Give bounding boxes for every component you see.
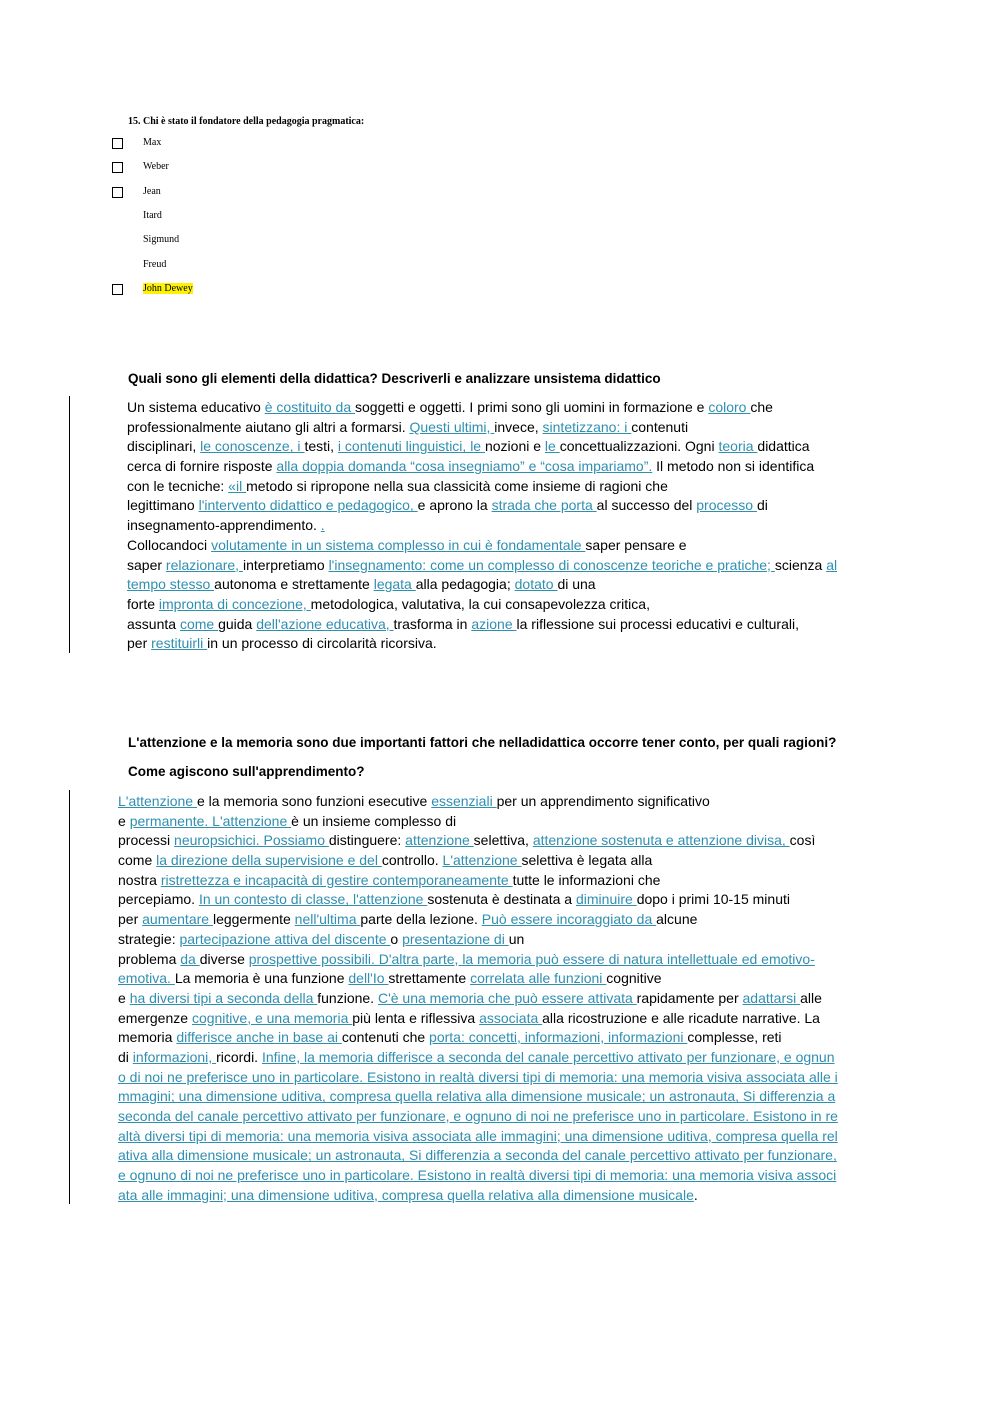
body-text: scienza	[774, 556, 827, 573]
body-text: contenuti che	[341, 1029, 430, 1046]
tracked-change-text: presentazione di	[402, 930, 509, 947]
tracked-change-text: L'attenzione	[118, 793, 197, 809]
body-text: saper	[127, 556, 166, 573]
body-text: insegnamento-apprendimento.	[127, 517, 321, 534]
body-text: Un sistema educativo	[127, 399, 265, 415]
text-line	[118, 1146, 838, 1166]
tracked-change-text: la direzione della supervisione e del	[156, 852, 382, 869]
tracked-change-text: da	[180, 950, 200, 967]
answer-option[interactable]	[112, 283, 412, 299]
answer-option[interactable]	[112, 161, 412, 177]
tracked-change-text: informazioni,	[132, 1048, 217, 1065]
body-text: alcune	[656, 911, 698, 928]
body-text: e aprono la	[417, 497, 492, 514]
tracked-change-text: al	[826, 556, 838, 573]
body-text: alla ricostruzione e alle ricadute narrative. La	[542, 1009, 820, 1026]
section1-body	[127, 398, 837, 654]
text-line	[127, 556, 837, 576]
answer-option	[112, 259, 412, 275]
body-text: controllo.	[381, 852, 443, 869]
text-line	[127, 634, 837, 654]
tracked-change-text: porta: concetti, informazioni, informazioni	[429, 1029, 688, 1046]
body-text: e	[118, 812, 130, 829]
body-text: diverse	[199, 950, 249, 967]
body-text: dopo i primi 10-15 minuti	[636, 891, 790, 908]
tracked-change-text: correlata alle funzioni	[470, 970, 607, 987]
checkbox[interactable]	[112, 187, 123, 198]
tracked-change-text: strada che porta	[491, 497, 597, 514]
text-line	[118, 989, 838, 1009]
body-text: contenuti	[631, 418, 689, 435]
text-line	[118, 1166, 838, 1186]
tracked-change-text: dotato	[514, 576, 558, 593]
text-line	[118, 950, 838, 970]
tracked-change-text: attenzione	[405, 832, 474, 849]
text-line	[118, 1107, 838, 1127]
body-text: legittimano	[127, 497, 199, 514]
text-line	[118, 969, 838, 989]
text-line	[127, 457, 837, 477]
text-line	[118, 1048, 838, 1068]
section2-body	[118, 792, 838, 1205]
body-text: soggetti e oggetti. I primi sono gli uomini in formazione e	[355, 399, 709, 415]
tracked-change-text: dell'azione educativa,	[256, 615, 394, 632]
body-text: cognitive	[606, 970, 662, 987]
tracked-change-text: l'intervento didattico e pedagogico,	[198, 497, 418, 514]
section2-subheading: Come agiscono sull'apprendimento?	[128, 764, 365, 779]
text-line	[118, 851, 838, 871]
tracked-change-text: aumentare	[142, 911, 213, 928]
tracked-change-text: volutamente in un sistema complesso in cui è fondamentale	[211, 536, 586, 553]
text-line	[118, 1028, 838, 1048]
body-text: rapidamente per	[636, 989, 743, 1006]
body-text: selettiva è legata alla	[521, 852, 653, 869]
tracked-change-text: adattarsi	[742, 989, 801, 1006]
body-text: autonoma e strettamente	[214, 576, 374, 593]
body-text: parte della lezione.	[360, 911, 482, 928]
tracked-change-text: le	[544, 438, 560, 455]
body-text: nostra	[118, 871, 161, 888]
tracked-change-text: emotiva.	[118, 970, 175, 987]
text-line	[118, 871, 838, 891]
body-text: strettamente	[388, 970, 471, 987]
answer-label-highlighted: John Dewey	[143, 283, 193, 294]
body-text: e la memoria sono funzioni esecutive	[196, 793, 432, 809]
tracked-change-text: essenziali	[431, 793, 497, 809]
tracked-change-text: cognitive, e una memoria	[191, 1009, 353, 1026]
tracked-change-text: è costituito da	[264, 399, 356, 415]
tracked-change-text: impronta di concezione,	[158, 595, 311, 612]
body-text: saper pensare e	[585, 536, 687, 553]
body-text: come	[118, 852, 157, 869]
tracked-change-text: processo	[696, 497, 757, 514]
body-text: un	[508, 930, 525, 947]
body-text: trasforma in	[393, 615, 472, 632]
tracked-change-text: azione	[471, 615, 517, 632]
text-line	[118, 930, 838, 950]
body-text: didattica	[757, 438, 810, 455]
answer-label: Sigmund	[143, 234, 180, 245]
answer-label: Max	[143, 137, 162, 148]
body-text: forte	[127, 595, 159, 612]
body-text: in un processo di circolarità ricorsiva.	[207, 635, 437, 652]
body-text: più lenta e riflessiva	[352, 1009, 480, 1026]
tracked-change-text: attenzione sostenuta e attenzione divisa,	[532, 832, 790, 849]
text-line	[118, 890, 838, 910]
tracked-change-text: alla doppia domanda “cosa insegniamo” e “cosa impariamo”.	[276, 458, 653, 475]
tracked-change-text: Può essere incoraggiato da	[481, 911, 657, 928]
text-line	[127, 516, 837, 536]
body-text: tutte le informazioni che	[512, 871, 661, 888]
body-text: di una	[557, 576, 596, 593]
tracked-change-text: differisce anche in base ai	[176, 1029, 342, 1046]
tracked-change-text: ativa alla dimensione musicale; un astronauta, Si differenzia a seconda del canale percettivo attivato per funzionare,	[118, 1147, 837, 1164]
section1-heading: Quali sono gli elementi della didattica? Descriverli e analizzare unsistema didattico	[128, 371, 661, 386]
question-15-title: 15. Chi è stato il fondatore della pedagogia pragmatica:	[128, 116, 365, 127]
tracked-change-text: teoria	[718, 438, 758, 455]
answer-option	[112, 210, 412, 226]
tracked-change-text: «il	[228, 477, 247, 494]
tracked-change-text: L'attenzione	[442, 852, 522, 869]
tracked-change-text: e ognuno di noi ne preferisce uno in particolare. Esistono in realtà diversi tipi di memoria: una memoria visiva associ	[118, 1167, 837, 1184]
section2-heading: L'attenzione e la memoria sono due importanti fattori che nelladidattica occorre tener conto, per quali ragioni?	[128, 735, 837, 750]
body-text: memoria	[118, 1029, 177, 1046]
body-text: al successo del	[596, 497, 697, 514]
body-text: selettiva,	[473, 832, 533, 849]
answer-label: Itard	[143, 210, 162, 221]
body-text: strategie:	[118, 930, 180, 947]
tracked-change-text: seconda del canale percettivo attivato per funzionare, e ognuno di noi ne preferisce uno in particolare. Esistono in re	[118, 1108, 838, 1124]
tracked-change-text: sintetizzano: i	[542, 418, 632, 435]
body-text: metodo si ripropone nella sua classicità come insieme di ragioni che	[246, 477, 668, 494]
text-line	[127, 615, 837, 635]
body-text: leggermente	[212, 911, 295, 928]
body-text: è un insieme complesso di	[291, 812, 457, 829]
body-text: percepiamo.	[118, 891, 199, 908]
text-line	[127, 398, 837, 418]
body-text: disciplinari,	[127, 438, 201, 455]
body-text: per	[118, 911, 143, 928]
body-text: metodologica, valutativa, la cui consapevolezza critica,	[310, 595, 650, 612]
text-line	[118, 910, 838, 930]
body-text: la riflessione sui processi educativi e culturali,	[516, 615, 799, 632]
body-text: problema	[118, 950, 181, 967]
body-text: processi	[118, 832, 175, 849]
body-text: complesse, reti	[687, 1029, 782, 1046]
text-line	[127, 575, 837, 595]
body-text: emergenze	[118, 1009, 192, 1026]
text-line	[118, 792, 838, 812]
tracked-change-text: coloro	[708, 399, 751, 415]
answer-label: Jean	[143, 186, 161, 197]
tracked-change-text: le conoscenze, i	[200, 438, 305, 455]
tracked-change-text: nell'ultima	[294, 911, 361, 928]
body-text: La memoria è una funzione	[174, 970, 349, 987]
tracked-change-text: permanente. L'attenzione	[129, 812, 292, 829]
tracked-change-text: diminuire	[575, 891, 637, 908]
text-line	[118, 1009, 838, 1029]
body-text: per	[127, 635, 152, 652]
tracked-change-text: Infine, la memoria differisce a seconda del canale percettivo attivato per funzionare, e ognun	[261, 1048, 835, 1065]
tracked-change-text: Questi ultimi,	[409, 418, 495, 435]
body-text: invece,	[494, 418, 543, 435]
body-text: ricordi.	[216, 1048, 262, 1065]
body-text: Il metodo non si identifica	[652, 458, 815, 475]
text-line	[127, 595, 837, 615]
body-text: .	[693, 1186, 698, 1203]
checkbox[interactable]	[112, 162, 123, 173]
tracked-change-text: neuropsichici. Possiamo	[174, 832, 329, 849]
body-text: assunta	[127, 615, 180, 632]
tracked-change-text: mmagini; una dimensione uditiva, compresa quella relativa alla dimensione musicale; un astronauta, Si differenzia a	[118, 1088, 836, 1105]
tracked-change-text: tempo stesso	[127, 576, 215, 593]
body-text: alla pedagogia;	[415, 576, 515, 593]
body-text: professionalmente aiutano gli altri a formarsi.	[127, 418, 410, 435]
body-text: o	[390, 930, 403, 947]
tracked-change-text: dell'Io	[348, 970, 389, 987]
change-bar	[69, 396, 70, 653]
tracked-change-text: l'insegnamento: come un complesso di conoscenze teoriche e pratiche;	[328, 556, 775, 573]
tracked-change-text: legata	[373, 576, 416, 593]
body-text: che	[750, 399, 773, 415]
body-text: cerca di fornire risposte	[127, 458, 277, 475]
checkbox[interactable]	[112, 138, 123, 149]
text-line	[127, 536, 837, 556]
text-line	[118, 1068, 838, 1088]
body-text: interpretiamo	[242, 556, 329, 573]
text-line	[127, 437, 837, 457]
text-line	[118, 812, 838, 832]
body-text: così	[789, 832, 816, 849]
body-text: per un apprendimento significativo	[496, 793, 710, 809]
answer-label: Weber	[143, 161, 169, 172]
tracked-change-text: C'è una memoria che può essere attivata	[377, 989, 637, 1006]
body-text: concettualizzazioni. Ogni	[559, 438, 719, 455]
text-line	[127, 496, 837, 516]
text-line	[118, 831, 838, 851]
tracked-change-text: o di noi ne preferisce uno in particolare. Esistono in realtà diversi tipi di memoria: una memoria visiva associata alle i	[118, 1068, 838, 1085]
answer-option[interactable]	[112, 186, 412, 202]
body-text: nozioni e	[484, 438, 545, 455]
body-text: funzione.	[317, 989, 378, 1006]
answer-label: Freud	[143, 259, 167, 270]
answer-option[interactable]	[112, 137, 412, 153]
body-text: e	[118, 989, 130, 1006]
body-text: testi,	[304, 438, 338, 455]
text-line	[127, 477, 837, 497]
body-text: di	[756, 497, 768, 514]
tracked-change-text: ristrettezza e incapacità di gestire contemporaneamente	[160, 871, 513, 888]
tracked-change-text: prospettive possibili. D'altra parte, la memoria può essere di natura intellettuale ed emotivo-	[248, 950, 815, 967]
text-line	[118, 1186, 838, 1206]
body-text: di	[118, 1048, 133, 1065]
tracked-change-text: partecipazione attiva del discente	[179, 930, 391, 947]
tracked-change-text: associata	[479, 1009, 543, 1026]
tracked-change-text: restituirli	[151, 635, 208, 652]
tracked-change-text: relazionare,	[165, 556, 243, 573]
body-text: guida	[218, 615, 257, 632]
change-bar	[69, 790, 70, 1204]
text-line	[118, 1127, 838, 1147]
answer-option	[112, 234, 412, 250]
tracked-change-text: altà diversi tipi di memoria: una memoria visiva associata alle immagini; una dimensione uditiva, compresa quella rel	[118, 1127, 838, 1144]
body-text: sostenuta è destinata a	[427, 891, 576, 908]
tracked-change-text: i contenuti linguistici, le	[337, 438, 485, 455]
body-text: alle	[800, 989, 822, 1006]
tracked-change-text: ha diversi tipi a seconda della	[129, 989, 318, 1006]
tracked-change-text: In un contesto di classe, l'attenzione	[198, 891, 428, 908]
checkbox[interactable]	[112, 284, 123, 295]
body-text: distinguere:	[328, 832, 406, 849]
body-text: con le tecniche:	[127, 477, 229, 494]
tracked-change-text: .	[320, 517, 325, 534]
tracked-change-text: ata alle immagini; una dimensione uditiva, compresa quella relativa alla dimensione musicale	[118, 1186, 694, 1203]
body-text: Collocandoci	[127, 536, 212, 553]
tracked-change-text: come	[179, 615, 219, 632]
text-line	[118, 1087, 838, 1107]
text-line	[127, 418, 837, 438]
